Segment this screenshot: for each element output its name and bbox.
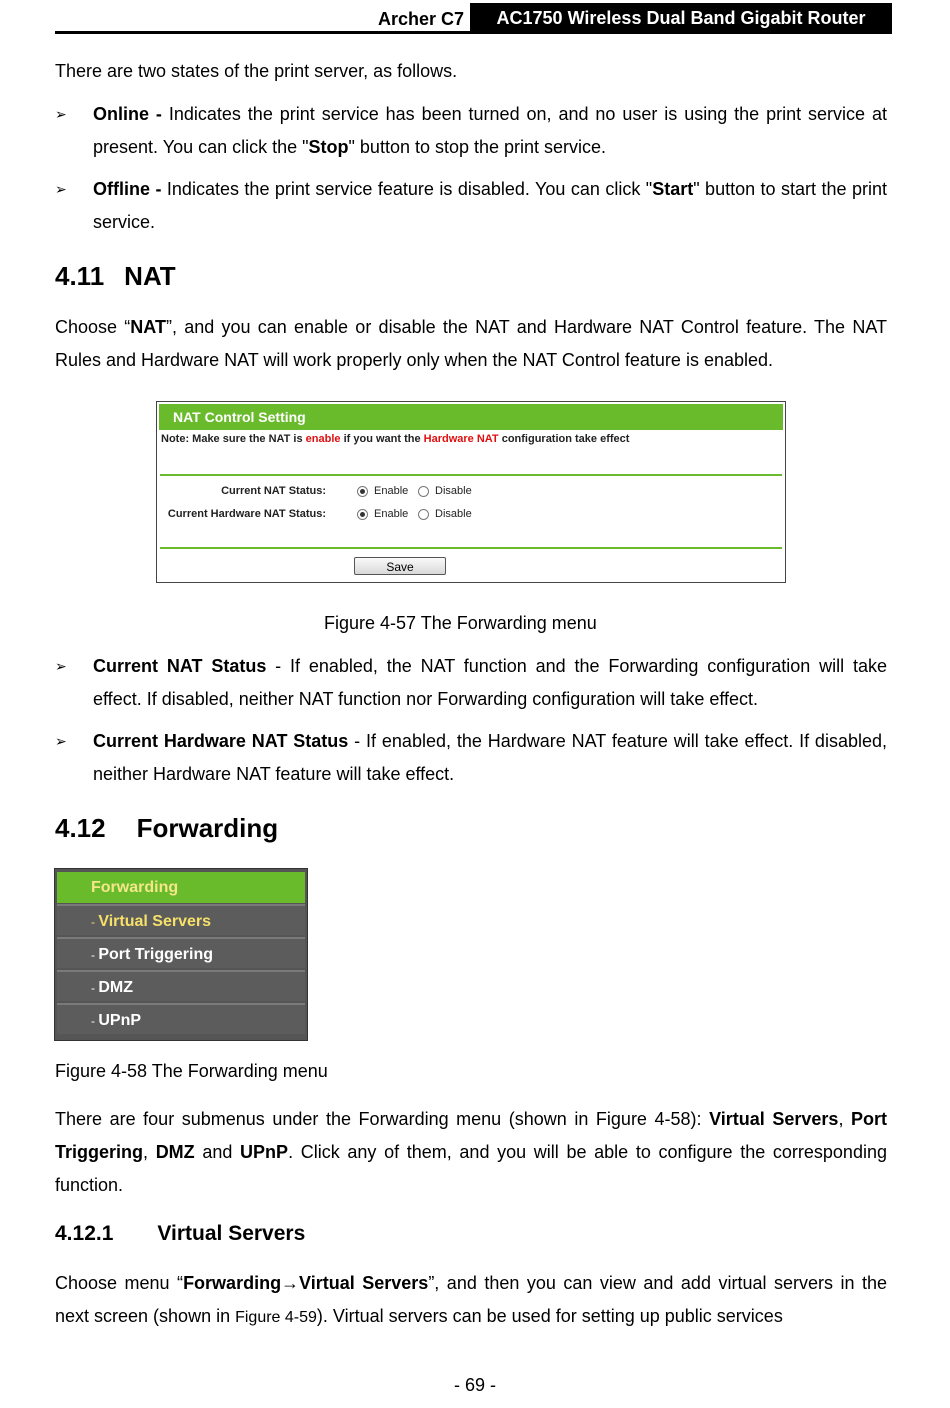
nat-disable-label: Disable — [435, 485, 472, 497]
section-heading-virtual-servers: 4.12.1 Virtual Servers — [55, 1222, 306, 1245]
nat-control-screenshot — [156, 401, 786, 583]
bullet-arrow-icon: ➢ — [55, 106, 67, 122]
virtual-servers-paragraph: Choose menu “Forwarding→Virtual Servers”, and then you can view and add virtual servers in the next screen (shown in Figure 4-59). Virtual servers can be used for setting up public services — [55, 1273, 887, 1326]
nat-status-label: Current NAT Status: — [221, 485, 326, 497]
hw-nat-disable-radio[interactable] — [418, 509, 429, 520]
nat-status-bullet: Current NAT Status - If enabled, the NAT function and the Forwarding configuration will take effect. If disabled, neither NAT function nor Forwarding configuration will take effect. — [93, 656, 887, 709]
print-states-intro: There are two states of the print server, as follows. — [55, 61, 458, 81]
nat-control-title: NAT Control Setting — [159, 404, 783, 430]
bullet-arrow-icon: ➢ — [55, 181, 67, 197]
nat-paragraph: Choose “NAT”, and you can enable or disable the NAT and Hardware NAT Control feature. The NAT Rules and Hardware NAT will work properly only when the NAT Control feature is enabled. — [55, 317, 887, 370]
menu-dmz[interactable]: - DMZ — [57, 970, 305, 1001]
menu-upnp[interactable]: - UPnP — [57, 1003, 305, 1034]
online-term: Online - — [93, 104, 169, 124]
menu-forwarding[interactable]: Forwarding — [57, 872, 305, 903]
bullet-arrow-icon: ➢ — [55, 733, 67, 749]
offline-term: Offline - — [93, 179, 167, 199]
menu-port-triggering[interactable]: - Port Triggering — [57, 937, 305, 968]
figure-caption-4-57: Figure 4-57 The Forwarding menu — [324, 613, 597, 633]
hw-nat-status-label: Current Hardware NAT Status: — [167, 508, 326, 520]
nat-enable-label: Enable — [374, 485, 409, 497]
header-model: Archer C7 — [377, 9, 464, 29]
figure-caption-4-58: Figure 4-58 The Forwarding menu — [55, 1061, 328, 1081]
forwarding-paragraph: There are four submenus under the Forwarding menu (shown in Figure 4-58): Virtual Servers, Port Triggering, DMZ and UPnP. Click any of them, and you will be able to configure the corresponding function. — [55, 1109, 888, 1195]
forwarding-menu-screenshot — [54, 868, 308, 1041]
hw-nat-enable-label: Enable — [374, 508, 409, 520]
header-title: AC1750 Wireless Dual Band Gigabit Router — [470, 3, 892, 33]
bullet-arrow-icon: ➢ — [55, 658, 67, 674]
page-number: - 69 - — [453, 1375, 496, 1395]
save-button[interactable]: Save — [354, 557, 446, 575]
hw-nat-enable-radio[interactable] — [357, 509, 368, 520]
nat-disable-radio[interactable] — [418, 486, 429, 497]
divider — [160, 474, 782, 476]
online-bullet: Online - Indicates the print service has been turned on, and no user is using the print service at present. You can click the "Stop" button to stop the print service. — [93, 104, 887, 157]
hw-nat-disable-label: Disable — [435, 508, 472, 520]
divider — [160, 547, 782, 549]
header-rule — [55, 31, 892, 34]
section-heading-nat: 4.11 NAT — [55, 261, 176, 291]
nat-enable-radio[interactable] — [357, 486, 368, 497]
menu-virtual-servers[interactable]: - Virtual Servers — [57, 904, 305, 935]
offline-bullet: Offline - Indicates the print service feature is disabled. You can click "Start" button to start the print service. — [93, 179, 888, 232]
hw-nat-status-bullet: Current Hardware NAT Status - If enabled, the Hardware NAT feature will take effect. If disabled, neither Hardware NAT feature will take effect. — [93, 731, 887, 784]
nat-control-note: Note: Make sure the NAT is enable if you want the Hardware NAT configuration take effect — [161, 433, 630, 445]
section-heading-forwarding: 4.12 Forwarding — [55, 813, 279, 843]
